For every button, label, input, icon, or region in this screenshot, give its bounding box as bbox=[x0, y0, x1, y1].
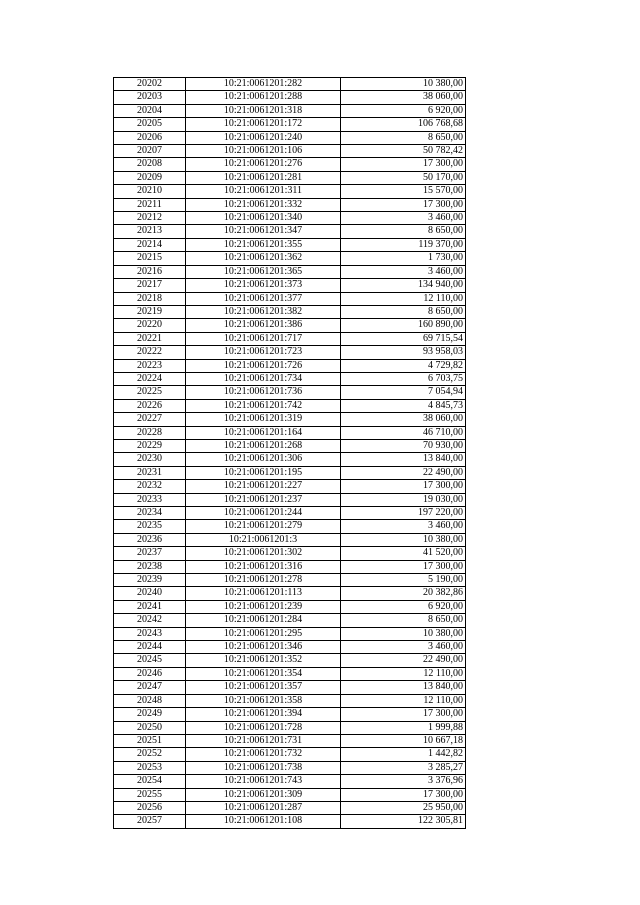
cadastral-number-cell: 10:21:0061201:240 bbox=[186, 131, 341, 144]
row-number-cell: 20249 bbox=[114, 708, 186, 721]
cadastral-number-cell: 10:21:0061201:282 bbox=[186, 78, 341, 91]
row-number-cell: 20221 bbox=[114, 332, 186, 345]
row-number-cell: 20220 bbox=[114, 319, 186, 332]
row-number-cell: 20213 bbox=[114, 225, 186, 238]
row-number-cell: 20223 bbox=[114, 359, 186, 372]
amount-cell: 8 650,00 bbox=[341, 614, 466, 627]
cadastral-number-cell: 10:21:0061201:723 bbox=[186, 346, 341, 359]
table-row bbox=[114, 520, 466, 533]
cadastral-number-cell: 10:21:0061201:726 bbox=[186, 359, 341, 372]
table-row bbox=[114, 439, 466, 452]
cadastral-number-cell: 10:21:0061201:281 bbox=[186, 171, 341, 184]
cadastral-number-cell: 10:21:0061201:357 bbox=[186, 681, 341, 694]
cadastral-number-cell: 10:21:0061201:728 bbox=[186, 721, 341, 734]
table-row bbox=[114, 91, 466, 104]
row-number-cell: 20231 bbox=[114, 466, 186, 479]
amount-cell: 22 490,00 bbox=[341, 466, 466, 479]
cadastral-number-cell: 10:21:0061201:352 bbox=[186, 654, 341, 667]
table-row bbox=[114, 359, 466, 372]
row-number-cell: 20254 bbox=[114, 775, 186, 788]
amount-cell: 25 950,00 bbox=[341, 801, 466, 814]
table-row bbox=[114, 734, 466, 747]
amount-cell: 38 060,00 bbox=[341, 91, 466, 104]
table-row bbox=[114, 346, 466, 359]
row-number-cell: 20203 bbox=[114, 91, 186, 104]
table-row bbox=[114, 466, 466, 479]
cadastral-number-cell: 10:21:0061201:278 bbox=[186, 574, 341, 587]
amount-cell: 69 715,54 bbox=[341, 332, 466, 345]
amount-cell: 6 920,00 bbox=[341, 600, 466, 613]
table-row bbox=[114, 641, 466, 654]
table-row bbox=[114, 104, 466, 117]
row-number-cell: 20251 bbox=[114, 734, 186, 747]
cadastral-number-cell: 10:21:0061201:732 bbox=[186, 748, 341, 761]
row-number-cell: 20214 bbox=[114, 238, 186, 251]
table-row bbox=[114, 212, 466, 225]
table-row bbox=[114, 480, 466, 493]
row-number-cell: 20210 bbox=[114, 185, 186, 198]
table-row bbox=[114, 305, 466, 318]
amount-cell: 20 382,86 bbox=[341, 587, 466, 600]
table-row bbox=[114, 694, 466, 707]
cadastral-number-cell: 10:21:0061201:742 bbox=[186, 399, 341, 412]
row-number-cell: 20236 bbox=[114, 533, 186, 546]
cadastral-number-cell: 10:21:0061201:318 bbox=[186, 104, 341, 117]
table-row bbox=[114, 145, 466, 158]
amount-cell: 38 060,00 bbox=[341, 413, 466, 426]
amount-cell: 17 300,00 bbox=[341, 560, 466, 573]
table-row bbox=[114, 533, 466, 546]
cadastral-number-cell: 10:21:0061201:362 bbox=[186, 252, 341, 265]
cadastral-number-cell: 10:21:0061201:382 bbox=[186, 305, 341, 318]
amount-cell: 46 710,00 bbox=[341, 426, 466, 439]
cadastral-number-cell: 10:21:0061201:195 bbox=[186, 466, 341, 479]
amount-cell: 6 920,00 bbox=[341, 104, 466, 117]
row-number-cell: 20239 bbox=[114, 574, 186, 587]
cadastral-number-cell: 10:21:0061201:738 bbox=[186, 761, 341, 774]
cadastral-number-cell: 10:21:0061201:316 bbox=[186, 560, 341, 573]
row-number-cell: 20222 bbox=[114, 346, 186, 359]
table-row bbox=[114, 399, 466, 412]
amount-cell: 17 300,00 bbox=[341, 158, 466, 171]
cadastral-number-cell: 10:21:0061201:355 bbox=[186, 238, 341, 251]
table-row bbox=[114, 386, 466, 399]
row-number-cell: 20215 bbox=[114, 252, 186, 265]
row-number-cell: 20216 bbox=[114, 265, 186, 278]
table-row bbox=[114, 413, 466, 426]
table-row bbox=[114, 185, 466, 198]
table-row bbox=[114, 238, 466, 251]
table-row bbox=[114, 279, 466, 292]
table-row bbox=[114, 225, 466, 238]
cadastral-number-cell: 10:21:0061201:108 bbox=[186, 815, 341, 828]
row-number-cell: 20240 bbox=[114, 587, 186, 600]
cadastral-number-cell: 10:21:0061201:358 bbox=[186, 694, 341, 707]
table-row bbox=[114, 118, 466, 131]
amount-cell: 10 380,00 bbox=[341, 78, 466, 91]
table-row bbox=[114, 158, 466, 171]
amount-cell: 19 030,00 bbox=[341, 493, 466, 506]
row-number-cell: 20237 bbox=[114, 547, 186, 560]
amount-cell: 22 490,00 bbox=[341, 654, 466, 667]
cadastral-number-cell: 10:21:0061201:3 bbox=[186, 533, 341, 546]
row-number-cell: 20217 bbox=[114, 279, 186, 292]
amount-cell: 10 667,18 bbox=[341, 734, 466, 747]
amount-cell: 12 110,00 bbox=[341, 292, 466, 305]
registry-table-body bbox=[114, 78, 466, 829]
cadastral-number-cell: 10:21:0061201:319 bbox=[186, 413, 341, 426]
cadastral-number-cell: 10:21:0061201:295 bbox=[186, 627, 341, 640]
table-row bbox=[114, 614, 466, 627]
row-number-cell: 20207 bbox=[114, 145, 186, 158]
amount-cell: 134 940,00 bbox=[341, 279, 466, 292]
table-row bbox=[114, 627, 466, 640]
amount-cell: 8 650,00 bbox=[341, 131, 466, 144]
row-number-cell: 20205 bbox=[114, 118, 186, 131]
row-number-cell: 20219 bbox=[114, 305, 186, 318]
cadastral-number-cell: 10:21:0061201:394 bbox=[186, 708, 341, 721]
amount-cell: 70 930,00 bbox=[341, 439, 466, 452]
amount-cell: 3 285,27 bbox=[341, 761, 466, 774]
cadastral-number-cell: 10:21:0061201:347 bbox=[186, 225, 341, 238]
cadastral-number-cell: 10:21:0061201:734 bbox=[186, 372, 341, 385]
row-number-cell: 20230 bbox=[114, 453, 186, 466]
amount-cell: 3 460,00 bbox=[341, 265, 466, 278]
amount-cell: 1 730,00 bbox=[341, 252, 466, 265]
cadastral-number-cell: 10:21:0061201:731 bbox=[186, 734, 341, 747]
cadastral-number-cell: 10:21:0061201:736 bbox=[186, 386, 341, 399]
amount-cell: 50 170,00 bbox=[341, 171, 466, 184]
amount-cell: 197 220,00 bbox=[341, 507, 466, 520]
amount-cell: 7 054,94 bbox=[341, 386, 466, 399]
table-row bbox=[114, 332, 466, 345]
row-number-cell: 20232 bbox=[114, 480, 186, 493]
cadastral-number-cell: 10:21:0061201:302 bbox=[186, 547, 341, 560]
row-number-cell: 20247 bbox=[114, 681, 186, 694]
cadastral-number-cell: 10:21:0061201:377 bbox=[186, 292, 341, 305]
amount-cell: 1 442,82 bbox=[341, 748, 466, 761]
row-number-cell: 20241 bbox=[114, 600, 186, 613]
amount-cell: 119 370,00 bbox=[341, 238, 466, 251]
amount-cell: 5 190,00 bbox=[341, 574, 466, 587]
table-row bbox=[114, 265, 466, 278]
amount-cell: 3 460,00 bbox=[341, 641, 466, 654]
cadastral-number-cell: 10:21:0061201:113 bbox=[186, 587, 341, 600]
row-number-cell: 20250 bbox=[114, 721, 186, 734]
row-number-cell: 20238 bbox=[114, 560, 186, 573]
cadastral-number-cell: 10:21:0061201:340 bbox=[186, 212, 341, 225]
cadastral-number-cell: 10:21:0061201:354 bbox=[186, 667, 341, 680]
cadastral-number-cell: 10:21:0061201:311 bbox=[186, 185, 341, 198]
row-number-cell: 20225 bbox=[114, 386, 186, 399]
table-row bbox=[114, 372, 466, 385]
registry-table bbox=[113, 77, 466, 829]
row-number-cell: 20244 bbox=[114, 641, 186, 654]
cadastral-number-cell: 10:21:0061201:306 bbox=[186, 453, 341, 466]
amount-cell: 8 650,00 bbox=[341, 305, 466, 318]
amount-cell: 13 840,00 bbox=[341, 681, 466, 694]
table-row bbox=[114, 78, 466, 91]
table-row bbox=[114, 493, 466, 506]
cadastral-number-cell: 10:21:0061201:346 bbox=[186, 641, 341, 654]
cadastral-number-cell: 10:21:0061201:287 bbox=[186, 801, 341, 814]
row-number-cell: 20253 bbox=[114, 761, 186, 774]
amount-cell: 3 460,00 bbox=[341, 212, 466, 225]
table-row bbox=[114, 788, 466, 801]
table-row bbox=[114, 292, 466, 305]
table-row bbox=[114, 801, 466, 814]
row-number-cell: 20218 bbox=[114, 292, 186, 305]
row-number-cell: 20226 bbox=[114, 399, 186, 412]
table-row bbox=[114, 600, 466, 613]
cadastral-number-cell: 10:21:0061201:244 bbox=[186, 507, 341, 520]
row-number-cell: 20243 bbox=[114, 627, 186, 640]
amount-cell: 10 380,00 bbox=[341, 627, 466, 640]
table-row bbox=[114, 587, 466, 600]
amount-cell: 4 729,82 bbox=[341, 359, 466, 372]
amount-cell: 4 845,73 bbox=[341, 399, 466, 412]
cadastral-number-cell: 10:21:0061201:332 bbox=[186, 198, 341, 211]
cadastral-number-cell: 10:21:0061201:717 bbox=[186, 332, 341, 345]
row-number-cell: 20234 bbox=[114, 507, 186, 520]
cadastral-number-cell: 10:21:0061201:284 bbox=[186, 614, 341, 627]
cadastral-number-cell: 10:21:0061201:743 bbox=[186, 775, 341, 788]
table-row bbox=[114, 453, 466, 466]
row-number-cell: 20246 bbox=[114, 667, 186, 680]
amount-cell: 50 782,42 bbox=[341, 145, 466, 158]
amount-cell: 3 376,96 bbox=[341, 775, 466, 788]
row-number-cell: 20228 bbox=[114, 426, 186, 439]
amount-cell: 10 380,00 bbox=[341, 533, 466, 546]
table-row bbox=[114, 560, 466, 573]
table-row bbox=[114, 721, 466, 734]
amount-cell: 12 110,00 bbox=[341, 667, 466, 680]
cadastral-number-cell: 10:21:0061201:276 bbox=[186, 158, 341, 171]
cadastral-number-cell: 10:21:0061201:386 bbox=[186, 319, 341, 332]
cadastral-number-cell: 10:21:0061201:164 bbox=[186, 426, 341, 439]
cadastral-number-cell: 10:21:0061201:365 bbox=[186, 265, 341, 278]
table-row bbox=[114, 426, 466, 439]
row-number-cell: 20257 bbox=[114, 815, 186, 828]
table-row bbox=[114, 131, 466, 144]
row-number-cell: 20245 bbox=[114, 654, 186, 667]
table-row bbox=[114, 667, 466, 680]
cadastral-number-cell: 10:21:0061201:239 bbox=[186, 600, 341, 613]
table-row bbox=[114, 775, 466, 788]
row-number-cell: 20209 bbox=[114, 171, 186, 184]
row-number-cell: 20229 bbox=[114, 439, 186, 452]
row-number-cell: 20212 bbox=[114, 212, 186, 225]
row-number-cell: 20256 bbox=[114, 801, 186, 814]
cadastral-number-cell: 10:21:0061201:288 bbox=[186, 91, 341, 104]
row-number-cell: 20235 bbox=[114, 520, 186, 533]
row-number-cell: 20242 bbox=[114, 614, 186, 627]
amount-cell: 17 300,00 bbox=[341, 198, 466, 211]
amount-cell: 17 300,00 bbox=[341, 480, 466, 493]
amount-cell: 160 890,00 bbox=[341, 319, 466, 332]
table-row bbox=[114, 547, 466, 560]
table-row bbox=[114, 708, 466, 721]
amount-cell: 12 110,00 bbox=[341, 694, 466, 707]
table-row bbox=[114, 252, 466, 265]
amount-cell: 6 703,75 bbox=[341, 372, 466, 385]
amount-cell: 13 840,00 bbox=[341, 453, 466, 466]
table-row bbox=[114, 815, 466, 828]
cadastral-number-cell: 10:21:0061201:106 bbox=[186, 145, 341, 158]
row-number-cell: 20248 bbox=[114, 694, 186, 707]
row-number-cell: 20208 bbox=[114, 158, 186, 171]
row-number-cell: 20202 bbox=[114, 78, 186, 91]
amount-cell: 3 460,00 bbox=[341, 520, 466, 533]
cadastral-number-cell: 10:21:0061201:237 bbox=[186, 493, 341, 506]
table-row bbox=[114, 198, 466, 211]
row-number-cell: 20206 bbox=[114, 131, 186, 144]
amount-cell: 15 570,00 bbox=[341, 185, 466, 198]
table-row bbox=[114, 319, 466, 332]
table-row bbox=[114, 507, 466, 520]
amount-cell: 8 650,00 bbox=[341, 225, 466, 238]
table-row bbox=[114, 574, 466, 587]
table-row bbox=[114, 654, 466, 667]
cadastral-number-cell: 10:21:0061201:279 bbox=[186, 520, 341, 533]
table-row bbox=[114, 761, 466, 774]
cadastral-number-cell: 10:21:0061201:373 bbox=[186, 279, 341, 292]
cadastral-number-cell: 10:21:0061201:309 bbox=[186, 788, 341, 801]
row-number-cell: 20233 bbox=[114, 493, 186, 506]
amount-cell: 17 300,00 bbox=[341, 708, 466, 721]
cadastral-number-cell: 10:21:0061201:172 bbox=[186, 118, 341, 131]
amount-cell: 93 958,03 bbox=[341, 346, 466, 359]
amount-cell: 106 768,68 bbox=[341, 118, 466, 131]
row-number-cell: 20227 bbox=[114, 413, 186, 426]
table-row bbox=[114, 748, 466, 761]
row-number-cell: 20252 bbox=[114, 748, 186, 761]
row-number-cell: 20224 bbox=[114, 372, 186, 385]
row-number-cell: 20255 bbox=[114, 788, 186, 801]
table-row bbox=[114, 681, 466, 694]
amount-cell: 1 999,88 bbox=[341, 721, 466, 734]
row-number-cell: 20204 bbox=[114, 104, 186, 117]
amount-cell: 122 305,81 bbox=[341, 815, 466, 828]
cadastral-number-cell: 10:21:0061201:268 bbox=[186, 439, 341, 452]
cadastral-number-cell: 10:21:0061201:227 bbox=[186, 480, 341, 493]
row-number-cell: 20211 bbox=[114, 198, 186, 211]
amount-cell: 41 520,00 bbox=[341, 547, 466, 560]
table-row bbox=[114, 171, 466, 184]
amount-cell: 17 300,00 bbox=[341, 788, 466, 801]
